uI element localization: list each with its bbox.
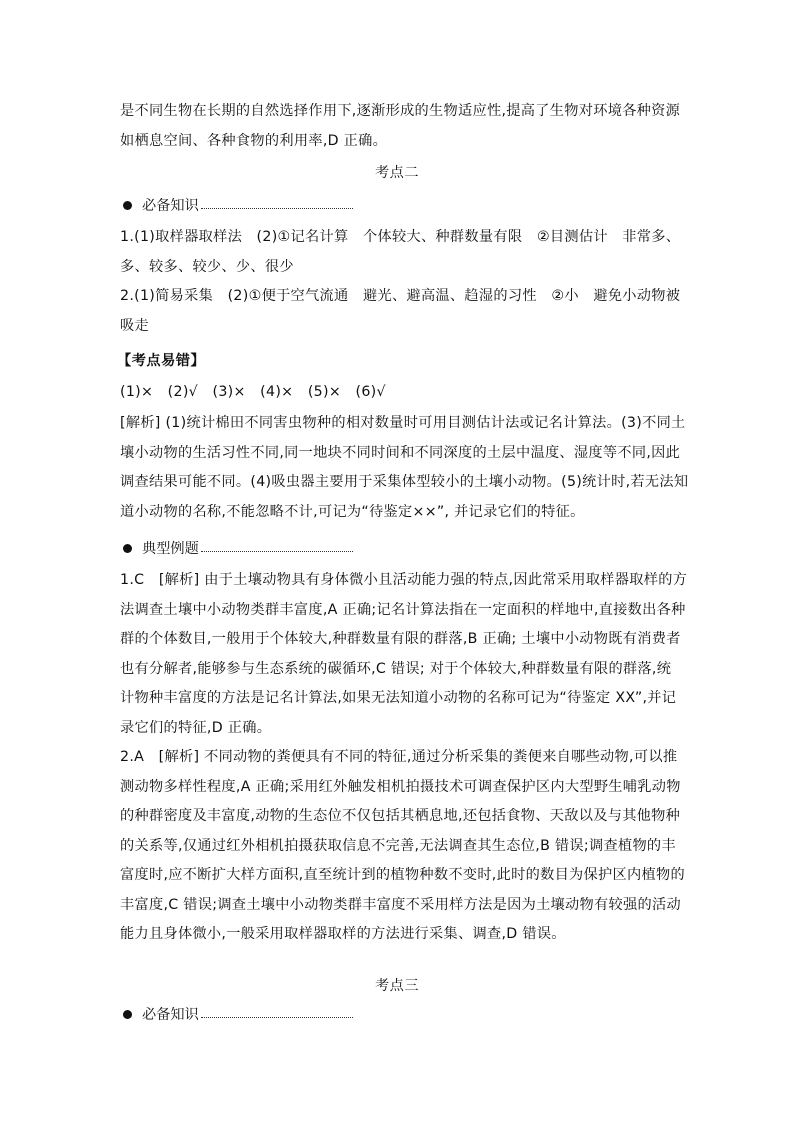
text-line: 测动物多样性程度,A 正确;采用红外触发相机拍摄技术可调查保护区内大型野生哺乳动物: [120, 778, 681, 795]
text-line: 丰富度,C 错误;调查土壤中小动物类群丰富度不采用样方法是因为土壤动物有较强的活动: [120, 896, 681, 913]
text-line: 如栖息空间、各种食物的利用率,D 正确。: [120, 132, 388, 149]
section-dianxing-liti: [120, 538, 353, 558]
text-line: 多、较多、较少、少、很少: [120, 258, 294, 275]
text-line: 壤小动物的生活习性不同,同一地块不同时间和不同深度的土层中温度、湿度等不同,因此: [120, 444, 681, 461]
heading-kaodian-3: 考点三: [374, 978, 420, 994]
text-line: 道小动物的名称,不能忽略不计,可记为“待鉴定××”, 并记录它们的特征。: [120, 503, 585, 520]
section-title: 典型例题: [142, 541, 199, 557]
answers-line: [120, 378, 680, 408]
text-line: 也有分解者,能够参与生态系统的碳循环,C 错误; 对于个体较大,种群数量有限的群落,统: [120, 660, 672, 677]
text-line: 的种群密度及丰富度,动物的生态位不仅包括其栖息地,还包括食物、天敌以及与其他物种: [120, 808, 681, 824]
heading-kaodian-yicuo: 【考点易错】: [117, 353, 206, 369]
dotted-rule: [201, 207, 353, 209]
text-line: 2.A [解析] 不同动物的粪便具有不同的特征,通过分析采集的粪便来自哪些动物,可以推: [120, 749, 678, 765]
paragraph-example-2: [120, 743, 685, 950]
text-line: 法调查土壤中小动物类群丰富度,A 正确;记名计算法指在一定面积的样地中,直接数出各种: [120, 601, 686, 618]
dotted-rule: [201, 550, 353, 552]
dotted-rule: [201, 1016, 353, 1018]
text-line: 能力且身体微小,一般采用取样器取样的方法进行采集、调查,D 错误。: [120, 926, 566, 942]
text-line: 富度时,应不断扩大样方面积,直至统计到的植物种数不变时,此时的数目为保护区内植物的: [120, 867, 685, 883]
section-title: 必备知识: [142, 198, 199, 214]
text-line: 1.C [解析] 由于土壤动物具有身体微小且活动能力强的特点,因此常采用取样器取样的方: [120, 572, 688, 588]
section-bibei-zhishi-2: [120, 1004, 353, 1024]
text-line: 2.(1)简易采集 (2)①便于空气流通 避光、避高温、趋湿的习性 ②小 避免小动物被: [120, 288, 681, 304]
heading-kaodian-2: 考点二: [374, 165, 420, 181]
text-line: 录它们的特征,D 正确。: [120, 719, 272, 736]
text-line: (1)× (2)√ (3)× (4)× (5)× (6)√: [120, 384, 386, 400]
text-line: [解析] (1)统计棉田不同害虫物种的相对数量时可用目测估计法或记名计算法。(3)不同土: [120, 415, 686, 431]
text-line: 的关系等,仅通过红外相机拍摄获取信息不完善,无法调查其生态位,B 错误;调查植物的丰: [120, 837, 676, 854]
text-line: 计物种丰富度的方法是记名计算法,如果无法知道小动物的名称可记为“待鉴定 XX”,并记: [120, 690, 677, 706]
section-title: 必备知识: [142, 1007, 199, 1023]
bullet-icon: [123, 201, 132, 210]
text-line: 吸走: [120, 317, 149, 334]
text-line: 群的个体数目,一般用于个体较大,种群数量有限的群落,B 正确; 土壤中小动物既有消费者: [120, 631, 681, 647]
paragraph-knowledge: [120, 223, 680, 341]
text-line: 调查结果可能不同。(4)吸虫器主要用于采集体型较小的土壤小动物。(5)统计时,若无法知: [120, 474, 689, 490]
paragraph-example-1: [120, 566, 688, 743]
section-bibei-zhishi-1: [120, 195, 353, 215]
paragraph-continuation: [120, 97, 680, 156]
text-line: 1.(1)取样器取样法 (2)①记名计算 个体较大、种群数量有限 ②目测估计 非常多、: [120, 229, 681, 245]
bullet-icon: [123, 1010, 132, 1019]
bullet-icon: [123, 544, 132, 553]
paragraph-analysis: [120, 409, 689, 527]
text-line: 是不同生物在长期的自然选择作用下,逐渐形成的生物适应性,提高了生物对环境各种资源: [120, 103, 681, 119]
